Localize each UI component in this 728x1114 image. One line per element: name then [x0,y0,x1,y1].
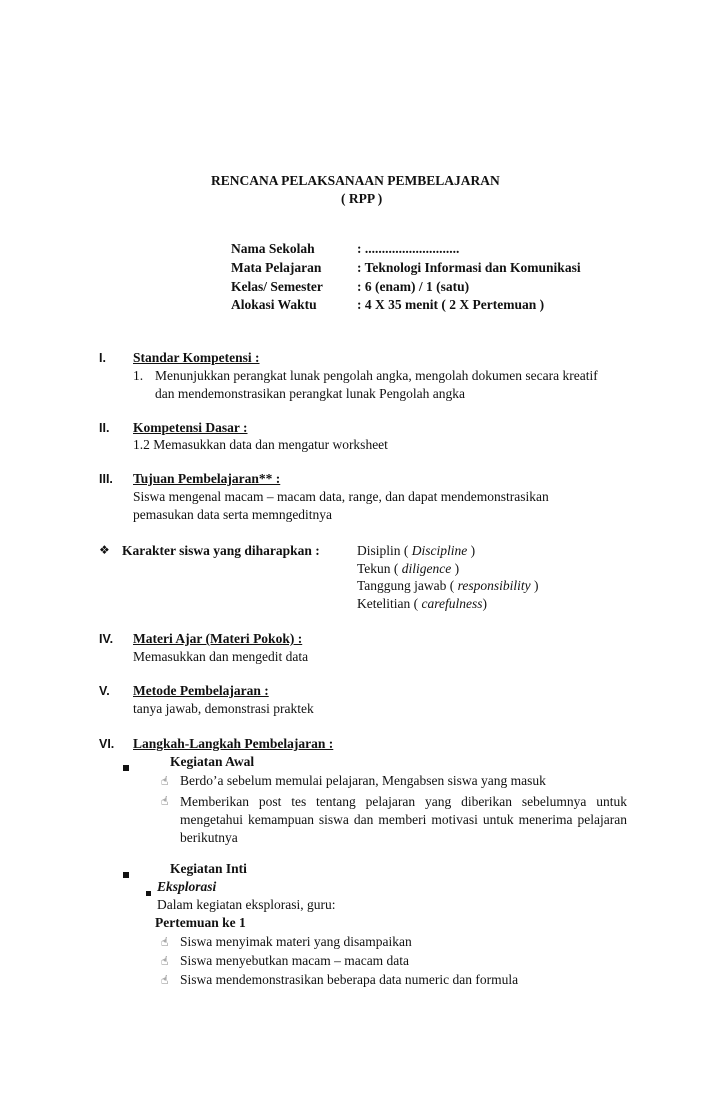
hand-check-icon: ☝ [161,973,169,987]
section-heading: Langkah-Langkah Pembelajaran : [133,736,334,751]
body-text: Dalam kegiatan eksplorasi, guru: [157,897,336,912]
list-number: 1. [133,368,144,383]
square-bullet-icon [123,866,129,882]
section-number: VI. [99,737,115,751]
info-value: : ............................ [357,241,460,256]
section-number: V. [99,684,110,698]
info-label: Mata Pelajaran [231,260,322,275]
pertemuan-heading: Pertemuan ke 1 [155,915,246,930]
page-title: RENCANA PELAKSANAAN PEMBELAJARAN [211,173,500,188]
list-item: Berdo’a sebelum memulai pelajaran, Mengabsen siswa yang masuk [180,773,546,788]
list-item: Siswa menyebutkan macam – macam data [180,953,410,968]
section-heading: Kompetensi Dasar : [133,420,248,435]
list-item: Siswa menyimak materi yang disampaikan [180,934,412,949]
info-value: : 6 (enam) / 1 (satu) [357,279,470,294]
hand-check-icon: ☝ [161,954,169,968]
hand-check-icon: ☝ [161,935,169,949]
eksplorasi-heading: Eksplorasi [157,879,217,894]
kegiatan-awal-title: Kegiatan Awal [170,754,255,769]
section-number: III. [99,472,113,486]
karakter-item: Tekun ( diligence ) [357,561,460,576]
body-text: 1.2 Memasukkan data dan mengatur worksheet [133,437,388,452]
body-text: pemasukan data serta memngeditnya [133,507,333,522]
body-text: Memasukkan dan mengedit data [133,649,309,664]
section-number: IV. [99,632,114,646]
diamond-bullet-icon: ❖ [99,543,110,557]
section-number: I. [99,351,106,365]
body-text: tanya jawab, demonstrasi praktek [133,701,314,716]
body-text: dan mendemonstrasikan perangkat lunak Pengolah angka [155,386,466,401]
body-text: Menunjukkan perangkat lunak pengolah angka, mengolah dokumen secara kreatif [155,368,598,383]
body-text: Siswa mengenal macam – macam data, range, dan dapat mendemonstrasikan [133,489,549,504]
page-subtitle: ( RPP ) [341,191,383,206]
info-label: Kelas/ Semester [231,279,323,294]
list-item: Siswa mendemonstrasikan beberapa data numeric dan formula [180,972,519,987]
info-value: : 4 X 35 menit ( 2 X Pertemuan ) [357,297,545,312]
section-heading: Tujuan Pembelajaran** : [133,471,281,486]
section-heading: Materi Ajar (Materi Pokok) : [133,631,303,646]
info-value: : Teknologi Informasi dan Komunikasi [357,260,581,275]
square-bullet-icon [123,759,129,775]
hand-check-icon: ☝ [161,794,169,808]
hand-check-icon: ☝ [161,774,169,788]
section-number: II. [99,421,110,435]
kegiatan-inti-title: Kegiatan Inti [170,861,247,876]
section-heading: Standar Kompetensi : [133,350,260,365]
karakter-label: Karakter siswa yang diharapkan : [122,543,320,558]
list-item: Memberikan post tes tentang pelajaran yang diberikan sebelumnya untuk mengetahui kemampuan siswa dan memberi motivasi untuk menerima pelajaran berikutnya [180,794,627,845]
karakter-item: Tanggung jawab ( responsibility ) [357,578,539,593]
section-heading: Metode Pembelajaran : [133,683,269,698]
karakter-item: Ketelitian ( carefulness) [357,596,487,611]
info-label: Alokasi Waktu [231,297,317,312]
karakter-item: Disiplin ( Discipline ) [357,543,476,558]
square-bullet-icon [146,884,151,900]
info-label: Nama Sekolah [231,241,315,256]
